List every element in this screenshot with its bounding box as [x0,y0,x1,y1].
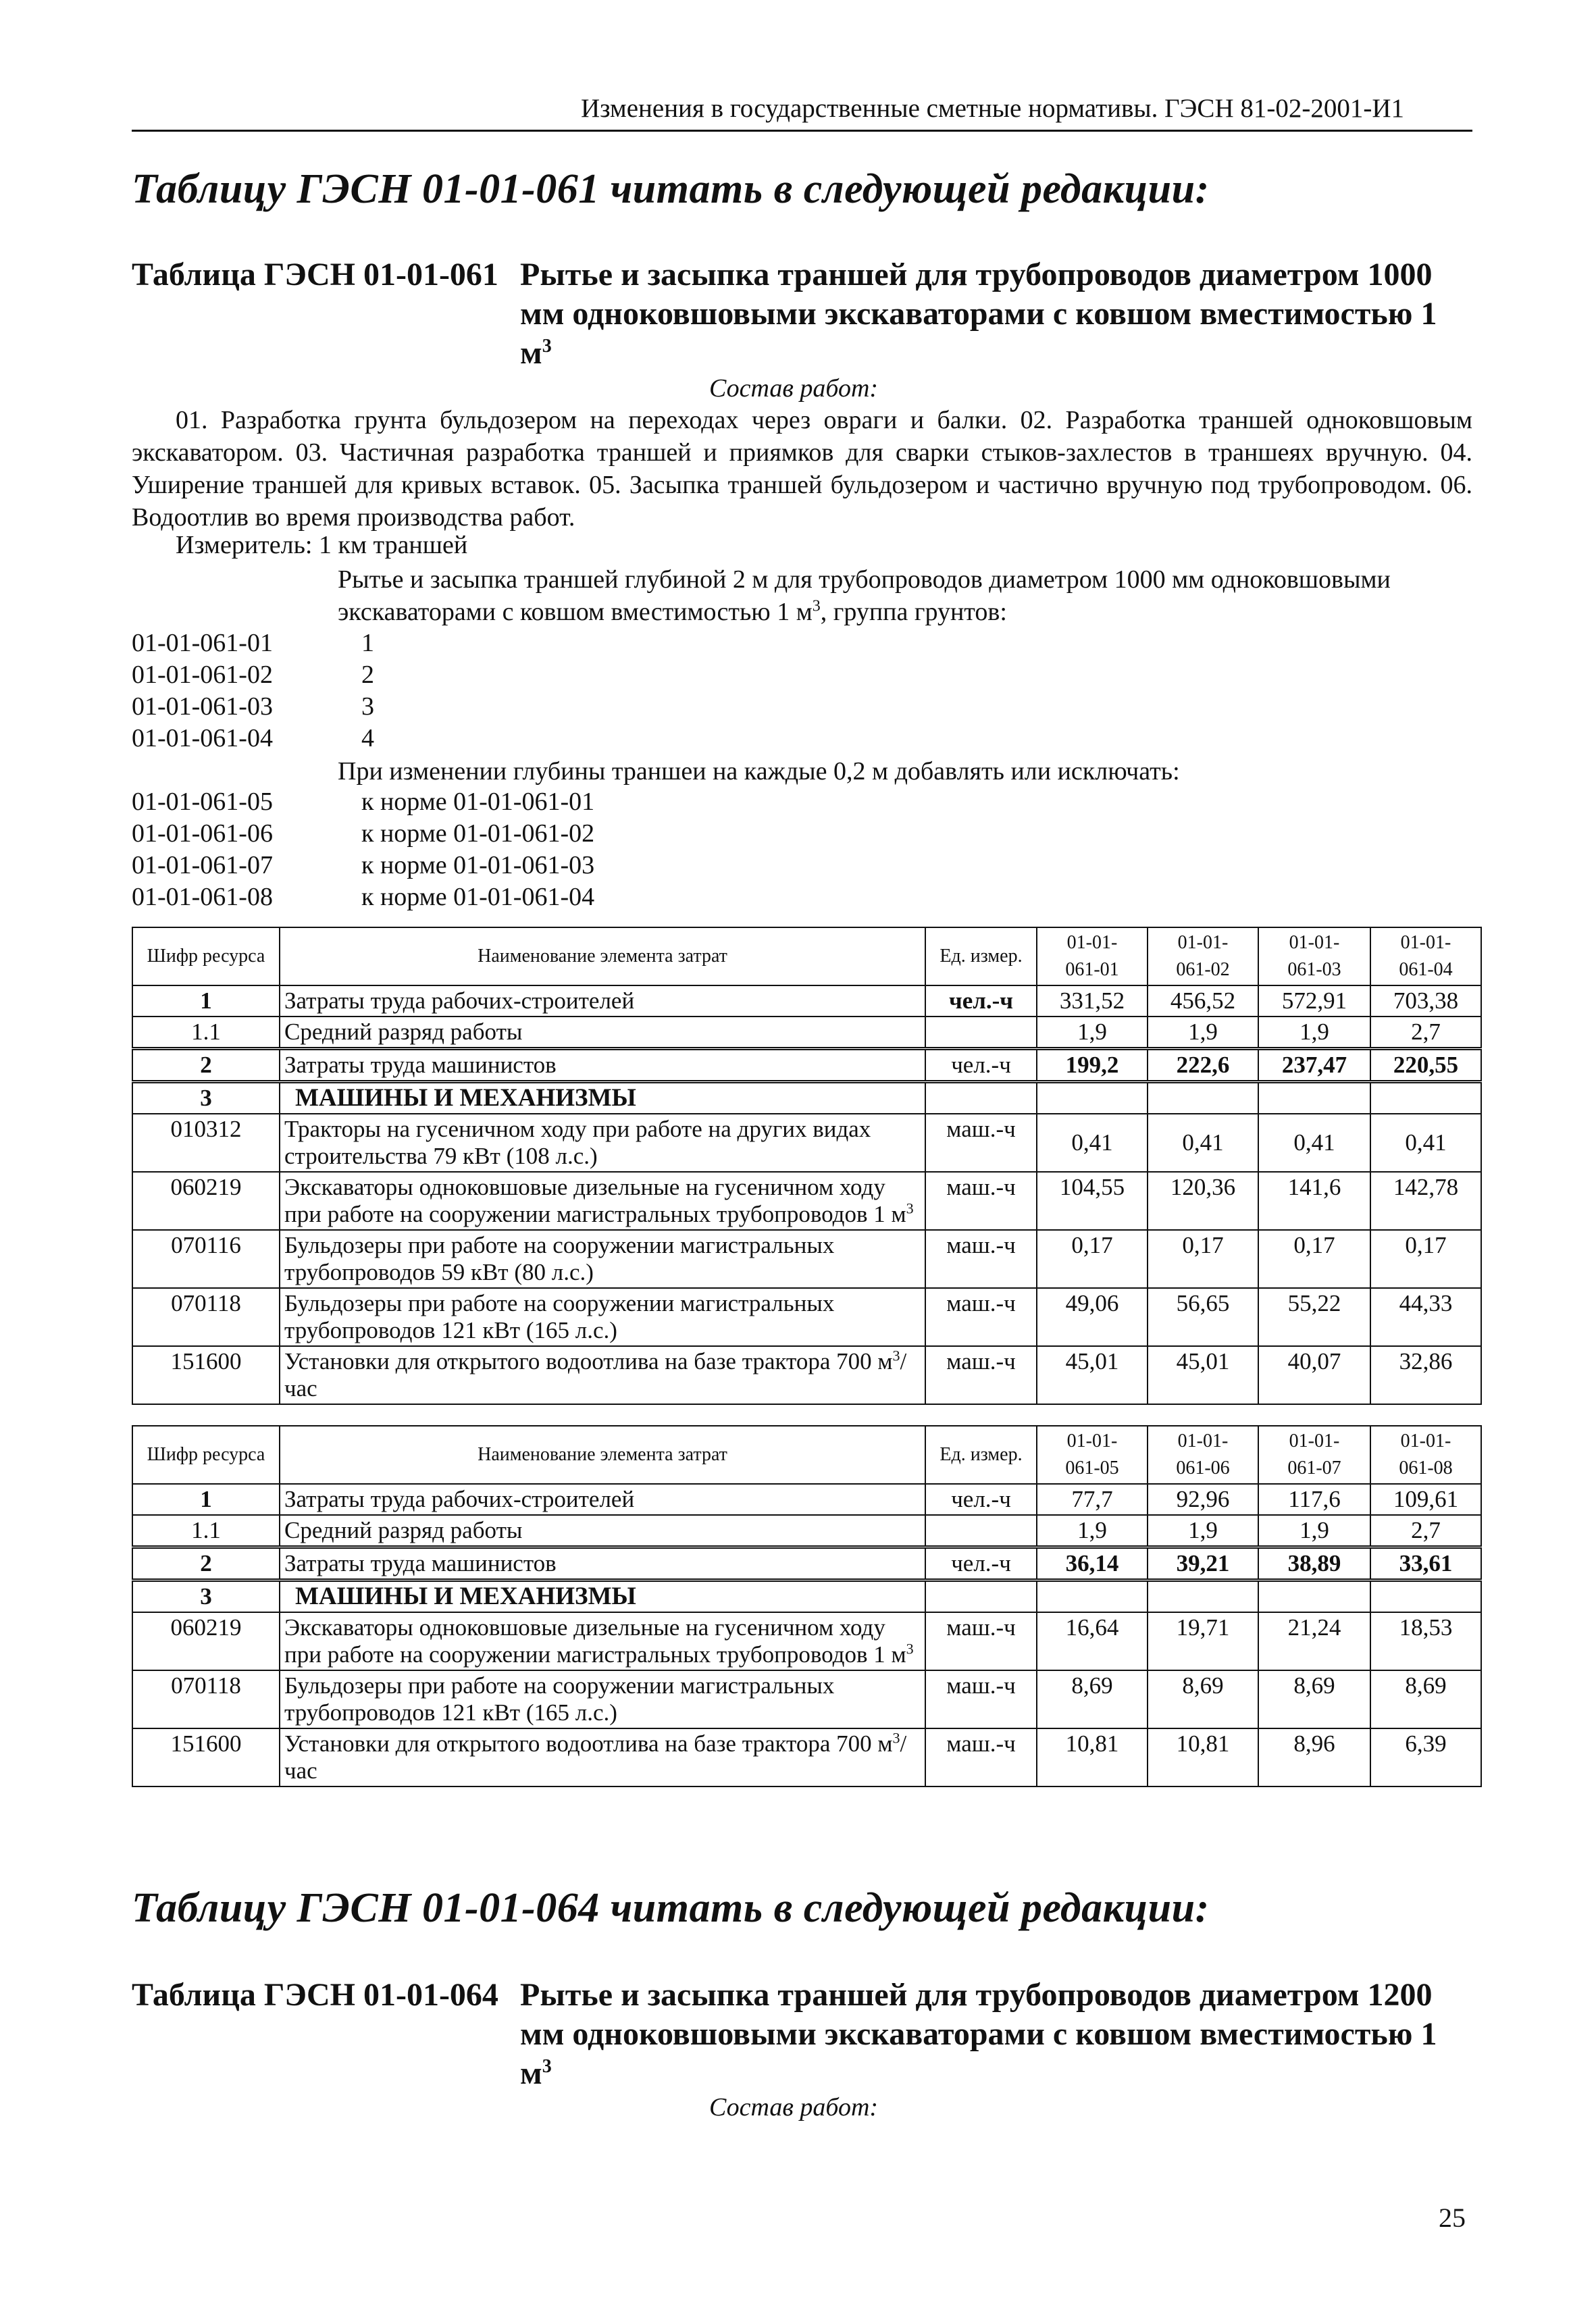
table-title-text: Рытье и засыпка траншей для трубопроводов диаметром 1000 мм одноковшовыми экскаваторами с ковшом вместимостью 1 м [520,257,1437,371]
table-header-row [132,927,1481,985]
table-row [132,1172,1481,1230]
cell-value: 56,65 [1148,1288,1258,1346]
variant-label: к норме 01-01-061-02 [361,819,595,848]
variant-row [132,882,594,912]
cell-name-text: Установки для открытого водоотлива на базе трактора 700 м [284,1730,893,1757]
cell-value: 0,41 [1037,1114,1148,1172]
cell-unit: маш.-ч [925,1230,1037,1288]
running-head: Изменения в государственные сметные нормативы. ГЭСН 81-02-2001-И1 [581,94,1404,123]
work-composition-label: Состав работ: [709,374,879,403]
norm-col-line1: 01-01- [1289,1431,1340,1451]
header-code: Шифр ресурса [132,927,280,985]
cell-name-sup: 3 [892,1729,900,1747]
variant-label: 2 [361,661,374,689]
cell-value [1258,1082,1370,1114]
cell-value: 104,55 [1037,1172,1148,1230]
cell-value: 36,14 [1037,1547,1148,1580]
cell-value: 222,6 [1148,1049,1258,1082]
cell-value: 10,81 [1148,1728,1258,1786]
variant-label: 4 [361,724,374,752]
cell-name: МАШИНЫ И МЕХАНИЗМЫ [280,1580,925,1613]
cell-value [1370,1580,1481,1613]
cell-value: 456,52 [1148,985,1258,1017]
cell-value: 38,89 [1258,1547,1370,1580]
cell-value: 0,17 [1037,1230,1148,1288]
cell-value: 109,61 [1370,1484,1481,1515]
cell-value: 0,17 [1148,1230,1258,1288]
header-rule [132,130,1472,132]
cell-name-sup: 3 [906,1200,914,1217]
cost-table-1 [132,927,1482,1405]
cell-value: 2,7 [1370,1515,1481,1547]
cell-value [1370,1082,1481,1114]
cell-value: 0,17 [1370,1230,1481,1288]
cell-unit: чел.-ч [925,1547,1037,1580]
measure-unit: Измеритель: 1 км траншей [176,531,468,559]
cell-unit [925,1515,1037,1547]
variant-label: к норме 01-01-061-04 [361,883,595,911]
cell-value: 2,7 [1370,1017,1481,1049]
variant-code: 01-01-061-02 [132,661,273,689]
table-row [132,1670,1481,1728]
norm-col-line1: 01-01- [1289,932,1340,953]
cell-unit: чел.-ч [925,985,1037,1017]
header-code: Шифр ресурса [132,1426,280,1484]
variant-description-1 [338,563,1472,628]
variant-row [132,660,374,690]
cell-value: 572,91 [1258,985,1370,1017]
norm-col-line2: 061-02 [1176,959,1230,980]
cell-value: 18,53 [1370,1612,1481,1670]
table-title-text: Рытье и засыпка траншей для трубопроводов диаметром 1200 мм одноковшовыми экскаваторами с ковшом вместимостью 1 м [520,1977,1437,2091]
cell-unit: маш.-ч [925,1346,1037,1404]
cell-value: 49,06 [1037,1288,1148,1346]
cell-code: 1 [132,985,280,1017]
cell-value: 237,47 [1258,1049,1370,1082]
cell-code: 3 [132,1082,280,1114]
cost-table-2 [132,1425,1482,1787]
variant-code: 01-01-061-08 [132,883,273,911]
cell-value: 1,9 [1148,1017,1258,1049]
cell-value: 199,2 [1037,1049,1148,1082]
cell-name [280,1172,925,1230]
cell-unit: маш.-ч [925,1728,1037,1786]
page-number: 25 [1439,2203,1466,2233]
cell-name-tail: /час [284,1348,907,1402]
table-title-sup: 3 [542,336,552,357]
norm-col-line2: 061-05 [1065,1458,1119,1479]
cell-code: 070116 [132,1230,280,1288]
cell-unit: маш.-ч [925,1114,1037,1172]
cell-value: 703,38 [1370,985,1481,1017]
norm-col-line2: 061-04 [1399,959,1453,980]
cell-unit: маш.-ч [925,1288,1037,1346]
cell-unit [925,1082,1037,1114]
cell-unit: маш.-ч [925,1172,1037,1230]
cell-value: 8,69 [1148,1670,1258,1728]
work-composition-label-2: Состав работ: [709,2093,879,2122]
norm-col-line1: 01-01- [1066,1431,1118,1451]
cell-value [1258,1580,1370,1613]
norm-col-line1: 01-01- [1177,932,1229,953]
header-norm-col [1370,927,1481,985]
cell-value: 0,17 [1258,1230,1370,1288]
cell-unit: чел.-ч [925,1049,1037,1082]
cell-value: 77,7 [1037,1484,1148,1515]
cell-name: МАШИНЫ И МЕХАНИЗМЫ [280,1082,925,1114]
cell-value: 117,6 [1258,1484,1370,1515]
cell-unit: маш.-ч [925,1670,1037,1728]
cell-code: 060219 [132,1612,280,1670]
cell-value [1037,1082,1148,1114]
cell-code: 2 [132,1049,280,1082]
variant-label: к норме 01-01-061-01 [361,788,595,816]
cell-value: 19,71 [1148,1612,1258,1670]
norm-col-line2: 061-07 [1287,1458,1341,1479]
cell-value [1148,1580,1258,1613]
cell-value: 32,86 [1370,1346,1481,1404]
cell-value: 1,9 [1148,1515,1258,1547]
cell-value: 39,21 [1148,1547,1258,1580]
table-title-prefix: Таблица ГЭСН 01-01-061 [132,257,498,292]
cell-value: 8,69 [1258,1670,1370,1728]
norm-col-line2: 061-03 [1287,959,1341,980]
cell-name: Затраты труда рабочих-строителей [280,1484,925,1515]
table-row [132,1515,1481,1547]
table-row [132,1082,1481,1114]
cell-code: 010312 [132,1114,280,1172]
table-title-body [520,1976,1472,2093]
cell-name [280,1612,925,1670]
cell-value: 16,64 [1037,1612,1148,1670]
variant-code: 01-01-061-04 [132,724,273,752]
cell-value: 0,41 [1258,1114,1370,1172]
cell-value: 10,81 [1037,1728,1148,1786]
cell-code: 3 [132,1580,280,1613]
variant-code: 01-01-061-07 [132,851,273,879]
cell-unit [925,1580,1037,1613]
cell-value: 55,22 [1258,1288,1370,1346]
section-heading-064: Таблицу ГЭСН 01-01-064 читать в следующей редакции: [132,1885,1210,1931]
cell-value: 220,55 [1370,1049,1481,1082]
cell-unit [925,1017,1037,1049]
table-row [132,1346,1481,1404]
table-row [132,1114,1481,1172]
cell-value: 8,69 [1370,1670,1481,1728]
variant-row [132,692,374,721]
cell-value: 142,78 [1370,1172,1481,1230]
cell-value: 21,24 [1258,1612,1370,1670]
variant-description-2: При изменении глубины траншеи на каждые 0,2 м добавлять или исключать: [338,757,1180,786]
cell-value: 8,69 [1037,1670,1148,1728]
header-norm-col [1258,927,1370,985]
cell-value: 331,52 [1037,985,1148,1017]
variant-code: 01-01-061-06 [132,819,273,848]
cell-value: 44,33 [1370,1288,1481,1346]
cell-value: 1,9 [1037,1017,1148,1049]
cell-unit: чел.-ч [925,1484,1037,1515]
cell-value: 45,01 [1037,1346,1148,1404]
table-row [132,985,1481,1017]
cell-name: Средний разряд работы [280,1017,925,1049]
variant-label: 1 [361,629,374,657]
cell-value [1148,1082,1258,1114]
cell-name-sup: 3 [892,1347,900,1364]
table-row [132,1230,1481,1288]
cell-value: 1,9 [1258,1515,1370,1547]
norm-col-line1: 01-01- [1066,932,1118,953]
cell-value: 40,07 [1258,1346,1370,1404]
table-row [132,1580,1481,1613]
table-row [132,1017,1481,1049]
cell-unit: маш.-ч [925,1612,1037,1670]
variant-code: 01-01-061-05 [132,788,273,816]
header-norm-col [1258,1426,1370,1484]
cell-name-text: Установки для открытого водоотлива на базе трактора 700 м [284,1348,893,1374]
cell-value: 33,61 [1370,1547,1481,1580]
cell-value [1037,1580,1148,1613]
table-title-prefix: Таблица ГЭСН 01-01-064 [132,1977,498,2013]
cell-name: Затраты труда рабочих-строителей [280,985,925,1017]
variant-row [132,787,594,817]
variant-code: 01-01-061-03 [132,692,273,721]
table-title-sup: 3 [542,2056,552,2077]
section-heading-061: Таблицу ГЭСН 01-01-061 читать в следующей редакции: [132,166,1210,212]
cell-name: Бульдозеры при работе на сооружении магистральных трубопроводов 59 кВт (80 л.с.) [280,1230,925,1288]
variant-row [132,628,374,658]
cell-name: Бульдозеры при работе на сооружении магистральных трубопроводов 121 кВт (165 л.с.) [280,1670,925,1728]
variant-description-text: Рытье и засыпка траншей глубиной 2 м для трубопроводов диаметром 1000 мм одноковшовыми экскаваторами с ковшом вместимостью 1 м [338,565,1391,626]
table-title-body [520,255,1472,373]
cell-name: Тракторы на гусеничном ходу при работе на других видах строительства 79 кВт (108 л.с.) [280,1114,925,1172]
cell-name: Затраты труда машинистов [280,1547,925,1580]
norm-col-line2: 061-06 [1176,1458,1230,1479]
cell-name-sup: 3 [906,1640,914,1657]
cell-code: 151600 [132,1728,280,1786]
cell-code: 070118 [132,1670,280,1728]
table-header-row [132,1426,1481,1484]
cell-code: 060219 [132,1172,280,1230]
cell-code: 1.1 [132,1515,280,1547]
header-unit: Ед. измер. [925,1426,1037,1484]
header-norm-col [1148,927,1258,985]
cell-value: 1,9 [1258,1017,1370,1049]
table-row [132,1547,1481,1580]
table-row [132,1728,1481,1786]
cell-value: 92,96 [1148,1484,1258,1515]
cell-code: 151600 [132,1346,280,1404]
cell-value: 45,01 [1148,1346,1258,1404]
variant-label: 3 [361,692,374,721]
cell-value: 1,9 [1037,1515,1148,1547]
table-row [132,1612,1481,1670]
cell-value: 120,36 [1148,1172,1258,1230]
variant-row [132,819,594,848]
norm-col-line2: 061-01 [1065,959,1119,980]
cell-name [280,1728,925,1786]
header-name: Наименование элемента затрат [280,927,925,985]
cell-value: 0,41 [1148,1114,1258,1172]
table-row [132,1049,1481,1082]
variant-description-tail: , группа грунтов: [820,598,1007,626]
cell-code: 1.1 [132,1017,280,1049]
cell-value: 0,41 [1370,1114,1481,1172]
cell-name [280,1346,925,1404]
norm-col-line1: 01-01- [1177,1431,1229,1451]
variant-row [132,850,594,880]
cell-value: 141,6 [1258,1172,1370,1230]
header-norm-col [1037,927,1148,985]
cell-name-text: Экскаваторы одноковшовые дизельные на гусеничном ходу при работе на сооружении магистральных трубопроводов 1 м [284,1174,906,1227]
cell-name-text: Экскаваторы одноковшовые дизельные на гусеничном ходу при работе на сооружении магистральных трубопроводов 1 м [284,1614,906,1668]
cell-value: 6,39 [1370,1728,1481,1786]
table-row [132,1288,1481,1346]
cell-code: 1 [132,1484,280,1515]
header-norm-col [1148,1426,1258,1484]
cell-code: 070118 [132,1288,280,1346]
work-composition-text: 01. Разработка грунта бульдозером на переходах через овраги и балки. 02. Разработка траншей одноковшовым экскаватором. 03. Частичная разработка траншей и приямков для сварки стыков-захлестов в траншеях вручную. 04. Уширение траншей для кривых вставок. 05. Засыпка траншей бульдозером и частично вручную под трубопроводом. 06. Водоотлив во время производства работ. [132,406,1472,532]
cell-name: Затраты труда машинистов [280,1049,925,1082]
cell-value: 8,96 [1258,1728,1370,1786]
cell-name: Бульдозеры при работе на сооружении магистральных трубопроводов 121 кВт (165 л.с.) [280,1288,925,1346]
norm-col-line1: 01-01- [1400,1431,1451,1451]
header-name: Наименование элемента затрат [280,1426,925,1484]
norm-col-line2: 061-08 [1399,1458,1453,1479]
header-unit: Ед. измер. [925,927,1037,985]
cell-name-tail: /час [284,1730,907,1784]
norm-col-line1: 01-01- [1400,932,1451,953]
header-norm-col [1370,1426,1481,1484]
variant-label: к норме 01-01-061-03 [361,851,595,879]
variant-description-sup: 3 [812,597,821,615]
header-norm-col [1037,1426,1148,1484]
cell-name: Средний разряд работы [280,1515,925,1547]
variant-row [132,723,374,753]
cell-code: 2 [132,1547,280,1580]
variant-code: 01-01-061-01 [132,629,273,657]
table-row [132,1484,1481,1515]
